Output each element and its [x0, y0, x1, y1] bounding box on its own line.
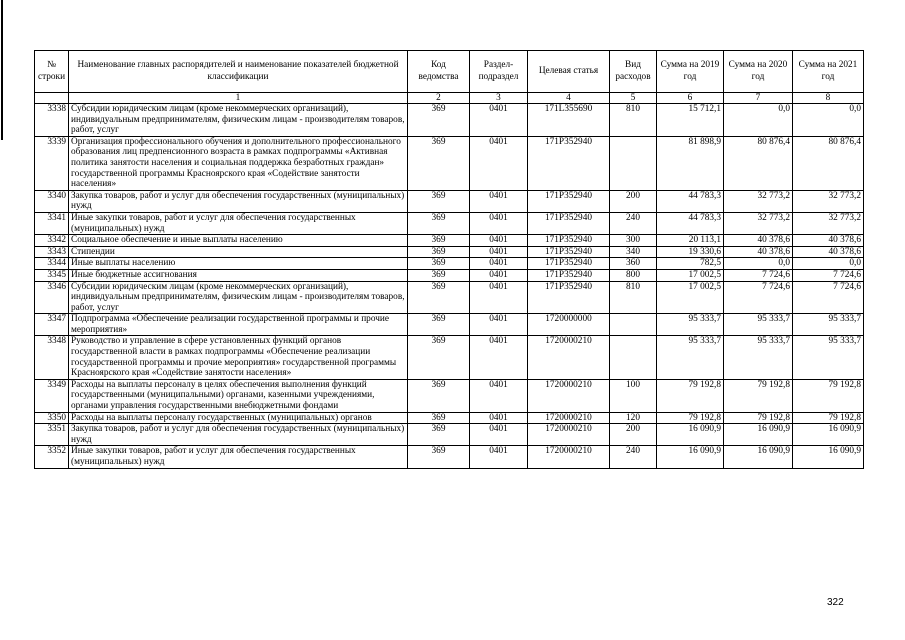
header-row-number: № строки: [35, 51, 69, 93]
expense-type: [610, 314, 657, 336]
expense-type: 100: [610, 379, 657, 412]
target-article: 171P352940: [528, 136, 610, 190]
sum-2021: 79 192,8: [793, 379, 864, 412]
sum-2020: 79 192,8: [724, 412, 793, 424]
column-number: 5: [610, 93, 657, 104]
table-body: [35, 104, 864, 469]
expense-type: 800: [610, 269, 657, 281]
expense-type: 200: [610, 424, 657, 446]
column-number: 3: [470, 93, 528, 104]
target-article: 171P352940: [528, 190, 610, 212]
department-code: 369: [408, 424, 470, 446]
row-name: Закупка товаров, работ и услуг для обеспечения государственных (муниципальных) нужд: [69, 190, 408, 212]
department-code: 369: [408, 190, 470, 212]
sum-2021: 0,0: [793, 258, 864, 270]
table-row: [35, 190, 864, 212]
sum-2021: 32 773,2: [793, 212, 864, 234]
sum-2021: 0,0: [793, 104, 864, 137]
column-number: 8: [793, 93, 864, 104]
table-header-row: [35, 51, 864, 93]
section-code: 0401: [470, 235, 528, 247]
expense-type: 300: [610, 235, 657, 247]
expense-type: 360: [610, 258, 657, 270]
expense-type: 810: [610, 104, 657, 137]
sum-2019: 95 333,7: [657, 314, 724, 336]
sum-2019: 95 333,7: [657, 336, 724, 379]
target-article: 171L355690: [528, 104, 610, 137]
target-article: 1720000210: [528, 379, 610, 412]
expense-type: [610, 136, 657, 190]
sum-2021: 40 378,6: [793, 235, 864, 247]
row-name: Руководство и управление в сфере установленных функций органов государственной власти в рамках подпрограммы «Обеспечение реализации государственной программы и прочие мероприятия» государственной программы Красноярского края «Содействие занятости населения»: [69, 336, 408, 379]
sum-2020: 95 333,7: [724, 336, 793, 379]
row-number: 3340: [35, 190, 69, 212]
sum-2019: 17 002,5: [657, 269, 724, 281]
department-code: 369: [408, 258, 470, 270]
sum-2019: 79 192,8: [657, 412, 724, 424]
sum-2020: 16 090,9: [724, 446, 793, 468]
table-row: [35, 314, 864, 336]
target-article: 171P352940: [528, 269, 610, 281]
table-row: [35, 446, 864, 468]
header-target-article: Целевая статья: [528, 51, 610, 93]
row-number: 3352: [35, 446, 69, 468]
expense-type: 810: [610, 281, 657, 314]
sum-2019: 16 090,9: [657, 424, 724, 446]
table-row: [35, 258, 864, 270]
target-article: 171P352940: [528, 258, 610, 270]
target-article: 171P352940: [528, 246, 610, 258]
table-row: [35, 336, 864, 379]
department-code: 369: [408, 235, 470, 247]
target-article: 1720000210: [528, 446, 610, 468]
row-number: 3342: [35, 235, 69, 247]
section-code: 0401: [470, 246, 528, 258]
row-number: 3348: [35, 336, 69, 379]
sum-2020: 32 773,2: [724, 190, 793, 212]
sum-2021: 32 773,2: [793, 190, 864, 212]
header-sum-2021: Сумма на 2021 год: [793, 51, 864, 93]
department-code: 369: [408, 104, 470, 137]
department-code: 369: [408, 269, 470, 281]
column-number: 7: [724, 93, 793, 104]
sum-2019: 81 898,9: [657, 136, 724, 190]
section-code: 0401: [470, 446, 528, 468]
sum-2019: 79 192,8: [657, 379, 724, 412]
header-name: Наименование главных распорядителей и наименование показателей бюджетной классификации: [69, 51, 408, 93]
table-row: [35, 424, 864, 446]
target-article: 171P352940: [528, 235, 610, 247]
sum-2020: 40 378,6: [724, 235, 793, 247]
header-expense-type: Вид расходов: [610, 51, 657, 93]
sum-2020: 32 773,2: [724, 212, 793, 234]
row-name: Социальное обеспечение и иные выплаты населению: [69, 235, 408, 247]
header-department-code: Код ведомства: [408, 51, 470, 93]
row-name: Стипендии: [69, 246, 408, 258]
section-code: 0401: [470, 424, 528, 446]
section-code: 0401: [470, 258, 528, 270]
row-number: 3349: [35, 379, 69, 412]
sum-2021: 40 378,6: [793, 246, 864, 258]
target-article: 1720000210: [528, 424, 610, 446]
column-number: 2: [408, 93, 470, 104]
sum-2020: 0,0: [724, 258, 793, 270]
section-code: 0401: [470, 281, 528, 314]
sum-2020: 16 090,9: [724, 424, 793, 446]
sum-2019: 15 712,1: [657, 104, 724, 137]
sum-2019: 44 783,3: [657, 190, 724, 212]
expense-type: 240: [610, 446, 657, 468]
section-code: 0401: [470, 314, 528, 336]
target-article: 1720000210: [528, 412, 610, 424]
table-row: [35, 379, 864, 412]
row-number: 3351: [35, 424, 69, 446]
department-code: 369: [408, 446, 470, 468]
column-number: 6: [657, 93, 724, 104]
sum-2021: 7 724,6: [793, 281, 864, 314]
target-article: 171P352940: [528, 281, 610, 314]
department-code: 369: [408, 336, 470, 379]
target-article: 171P352940: [528, 212, 610, 234]
table-row: [35, 235, 864, 247]
sum-2021: 80 876,4: [793, 136, 864, 190]
row-number: 3341: [35, 212, 69, 234]
expense-type: [610, 336, 657, 379]
section-code: 0401: [470, 104, 528, 137]
sum-2020: 80 876,4: [724, 136, 793, 190]
table-row: [35, 104, 864, 137]
row-number: 3338: [35, 104, 69, 137]
row-name: Субсидии юридическим лицам (кроме некоммерческих организаций), индивидуальным предпринимателям, физическим лицам - производителям товаров, работ, услуг: [69, 281, 408, 314]
sum-2020: 40 378,6: [724, 246, 793, 258]
row-number: 3344: [35, 258, 69, 270]
column-number: 4: [528, 93, 610, 104]
sum-2019: 16 090,9: [657, 446, 724, 468]
sum-2019: 17 002,5: [657, 281, 724, 314]
sum-2020: 7 724,6: [724, 269, 793, 281]
row-number: 3347: [35, 314, 69, 336]
sum-2021: 16 090,9: [793, 446, 864, 468]
department-code: 369: [408, 246, 470, 258]
expense-type: 340: [610, 246, 657, 258]
section-code: 0401: [470, 336, 528, 379]
page-number: 322: [827, 597, 844, 608]
header-sum-2020: Сумма на 2020 год: [724, 51, 793, 93]
expense-type: 120: [610, 412, 657, 424]
sum-2020: 95 333,7: [724, 314, 793, 336]
column-number-blank: [35, 93, 69, 104]
table-row: [35, 212, 864, 234]
row-name: Субсидии юридическим лицам (кроме некоммерческих организаций), индивидуальным предпринимателям, физическим лицам - производителям товаров, работ, услуг: [69, 104, 408, 137]
sum-2020: 79 192,8: [724, 379, 793, 412]
table-row: [35, 412, 864, 424]
column-number: 1: [69, 93, 408, 104]
row-number: 3345: [35, 269, 69, 281]
department-code: 369: [408, 281, 470, 314]
sum-2021: 95 333,7: [793, 336, 864, 379]
department-code: 369: [408, 379, 470, 412]
table-row: [35, 246, 864, 258]
left-edge-line: [1, 0, 3, 140]
row-number: 3350: [35, 412, 69, 424]
table-row: [35, 281, 864, 314]
row-number: 3346: [35, 281, 69, 314]
section-code: 0401: [470, 379, 528, 412]
target-article: 1720000210: [528, 336, 610, 379]
department-code: 369: [408, 314, 470, 336]
row-name: Организация профессионального обучения и дополнительного профессионального образования лиц предпенсионного возраста в рамках подпрограммы «Активная политика занятости населения и социальная поддержка безработных граждан» государственной программы Красноярского края «Содействие занятости населения»: [69, 136, 408, 190]
row-name: Закупка товаров, работ и услуг для обеспечения государственных (муниципальных) нужд: [69, 424, 408, 446]
sum-2020: 0,0: [724, 104, 793, 137]
header-section: Раздел-подраздел: [470, 51, 528, 93]
section-code: 0401: [470, 269, 528, 281]
department-code: 369: [408, 212, 470, 234]
row-name: Иные закупки товаров, работ и услуг для обеспечения государственных (муниципальных) нужд: [69, 212, 408, 234]
sum-2019: 782,5: [657, 258, 724, 270]
expense-type: 200: [610, 190, 657, 212]
section-code: 0401: [470, 190, 528, 212]
expense-type: 240: [610, 212, 657, 234]
header-sum-2019: Сумма на 2019 год: [657, 51, 724, 93]
sum-2021: 7 724,6: [793, 269, 864, 281]
row-number: 3343: [35, 246, 69, 258]
row-name: Расходы на выплаты персоналу в целях обеспечения выполнения функций государственными (муниципальными) органами, казенными учреждениями, органами управления государственными внебюджетными фондами: [69, 379, 408, 412]
department-code: 369: [408, 412, 470, 424]
column-number-row: [35, 93, 864, 104]
row-number: 3339: [35, 136, 69, 190]
table-row: [35, 136, 864, 190]
row-name: Иные выплаты населению: [69, 258, 408, 270]
sum-2020: 7 724,6: [724, 281, 793, 314]
sum-2019: 44 783,3: [657, 212, 724, 234]
section-code: 0401: [470, 212, 528, 234]
sum-2019: 19 330,6: [657, 246, 724, 258]
sum-2021: 16 090,9: [793, 424, 864, 446]
table-row: [35, 269, 864, 281]
row-name: Расходы на выплаты персоналу государственных (муниципальных) органов: [69, 412, 408, 424]
budget-table: [34, 50, 864, 469]
target-article: 1720000000: [528, 314, 610, 336]
row-name: Иные закупки товаров, работ и услуг для обеспечения государственных (муниципальных) нужд: [69, 446, 408, 468]
department-code: 369: [408, 136, 470, 190]
row-name: Иные бюджетные ассигнования: [69, 269, 408, 281]
sum-2021: 79 192,8: [793, 412, 864, 424]
sum-2021: 95 333,7: [793, 314, 864, 336]
section-code: 0401: [470, 412, 528, 424]
sum-2019: 20 113,1: [657, 235, 724, 247]
row-name: Подпрограмма «Обеспечение реализации государственной программы и прочие мероприятия»: [69, 314, 408, 336]
section-code: 0401: [470, 136, 528, 190]
